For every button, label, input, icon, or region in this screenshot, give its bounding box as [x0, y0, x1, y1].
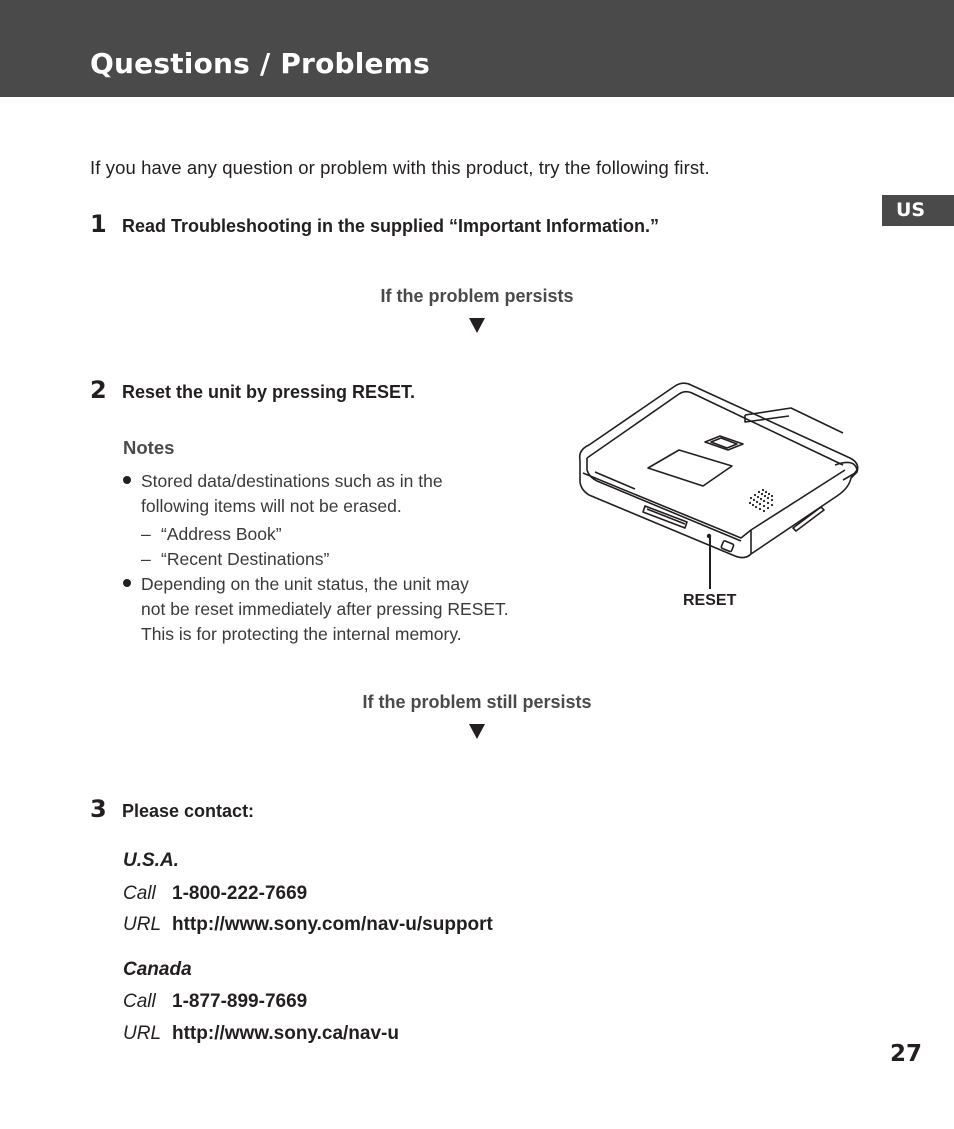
notes-title: Notes	[123, 437, 175, 458]
intro-text: If you have any question or problem with this product, try the following first.	[90, 157, 710, 178]
usa-phone-number: 1-800-222-7669	[172, 883, 308, 904]
usa-heading: U.S.A.	[123, 850, 179, 871]
reset-pointer-line	[709, 537, 711, 589]
step-1-text: Read Troubleshooting in the supplied “Important Information.”	[122, 216, 659, 236]
note-item-1-line-1: Stored data/destinations such as in the	[141, 471, 443, 491]
step-3-number: 3	[90, 795, 107, 823]
bullet-icon	[123, 476, 131, 484]
step-1-number: 1	[90, 210, 107, 238]
note-item-2-line-1: Depending on the unit status, the unit may	[141, 574, 469, 594]
language-tab: US	[882, 195, 954, 226]
note-subitem-text: “Address Book”	[161, 524, 282, 544]
canada-phone-number: 1-877-899-7669	[172, 991, 308, 1012]
canada-heading: Canada	[123, 959, 192, 980]
usa-url-label: URL	[123, 914, 162, 935]
step-2-text: Reset the unit by pressing RESET.	[122, 382, 416, 402]
down-arrow-icon	[469, 318, 485, 333]
note-item-2	[141, 572, 551, 647]
note-item-1-line-2: following items will not be erased.	[141, 496, 402, 516]
down-arrow-icon	[469, 724, 485, 739]
persist-heading: If the problem persists	[380, 286, 574, 306]
canada-support-url[interactable]: http://www.sony.ca/nav-u	[172, 1023, 399, 1044]
note-item-2-line-2: not be reset immediately after pressing RESET.	[141, 599, 509, 619]
canada-url-label: URL	[123, 1023, 162, 1044]
step-3-text: Please contact:	[122, 801, 255, 821]
note-subitem-text: “Recent Destinations”	[161, 549, 330, 569]
page-number: 27	[890, 1041, 923, 1067]
note-item-2-line-3: This is for protecting the internal memory.	[141, 624, 462, 644]
note-subitem-recent-destinations	[141, 547, 329, 572]
canada-call-label: Call	[123, 991, 156, 1012]
still-persist-heading: If the problem still persists	[362, 692, 592, 712]
usa-support-url[interactable]: http://www.sony.com/nav-u/support	[172, 914, 493, 935]
note-item-1	[141, 469, 551, 519]
dash-icon: –	[141, 549, 151, 569]
device-illustration	[575, 378, 865, 578]
bullet-icon	[123, 579, 131, 587]
dash-icon: –	[141, 524, 151, 544]
page-title: Questions / Problems	[90, 47, 430, 80]
step-2-number: 2	[90, 376, 107, 404]
note-subitem-address-book	[141, 522, 282, 547]
reset-label: RESET	[683, 592, 737, 609]
usa-call-label: Call	[123, 883, 156, 904]
